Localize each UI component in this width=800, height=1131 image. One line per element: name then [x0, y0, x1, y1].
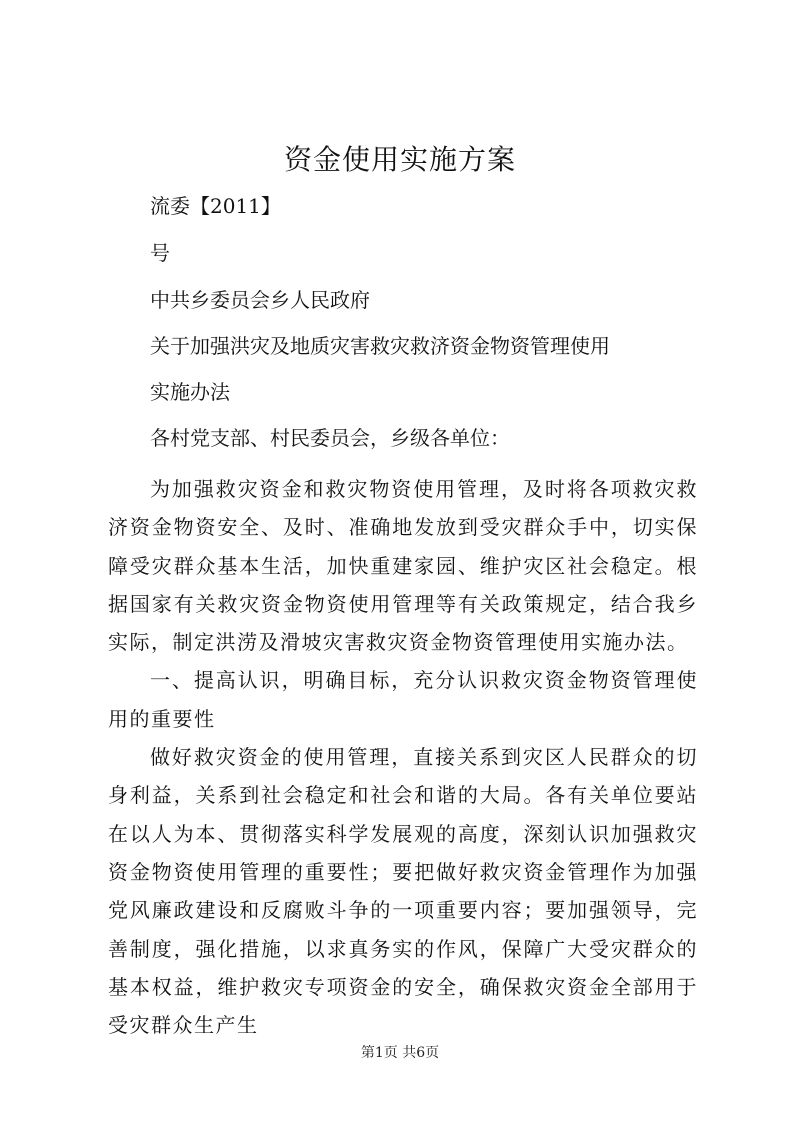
document-number-line: 流委【2011】 — [150, 194, 281, 218]
document-number-suffix: 号 — [150, 241, 170, 265]
subject-line-continued: 实施办法 — [150, 380, 230, 404]
paragraph-intro: 为加强救灾资金和救灾物资使用管理，及时将各项救灾救济资金物资安全、及时、准确地发放到受灾群众手中，切实保障受灾群众基本生活，加快重建家园、维护灾区社会稳定。根据国家有关救灾资金物资使用管理等有关政策规定，结合我乡实际，制定洪涝及滑坡灾害救灾资金物资管理使用实施办法。 — [108, 477, 698, 655]
paragraph-section-1: 做好救灾资金的使用管理，直接关系到灾区人民群众的切身利益，关系到社会稳定和社会和谐的大局。各有关单位要站在以人为本、贯彻落实科学发展观的高度，深刻认识加强救灾资金物资使用管理的重要性；要把做好救灾资金管理作为加强党风廉政建设和反腐败斗争的一项重要内容；要加强领导，完善制度，强化措施，以求真务实的作风，保障广大受灾群众的基本权益，维护救灾专项资金的安全，确保救灾资金全部用于受灾群众生产生 — [108, 745, 698, 1038]
section-heading-1: 一、提高认识，明确目标，充分认识救灾资金物资管理使用的重要性 — [108, 668, 698, 731]
page-footer: 第1页 共6页 — [360, 1045, 440, 1061]
issuing-authority: 中共乡委员会乡人民政府 — [150, 288, 370, 312]
document-title: 资金使用实施方案 — [283, 143, 516, 176]
subject-line: 关于加强洪灾及地质灾害救灾救济资金物资管理使用 — [150, 334, 610, 358]
addressee-line: 各村党支部、村民委员会，乡级各单位： — [150, 426, 510, 450]
document-body — [108, 425, 698, 1044]
